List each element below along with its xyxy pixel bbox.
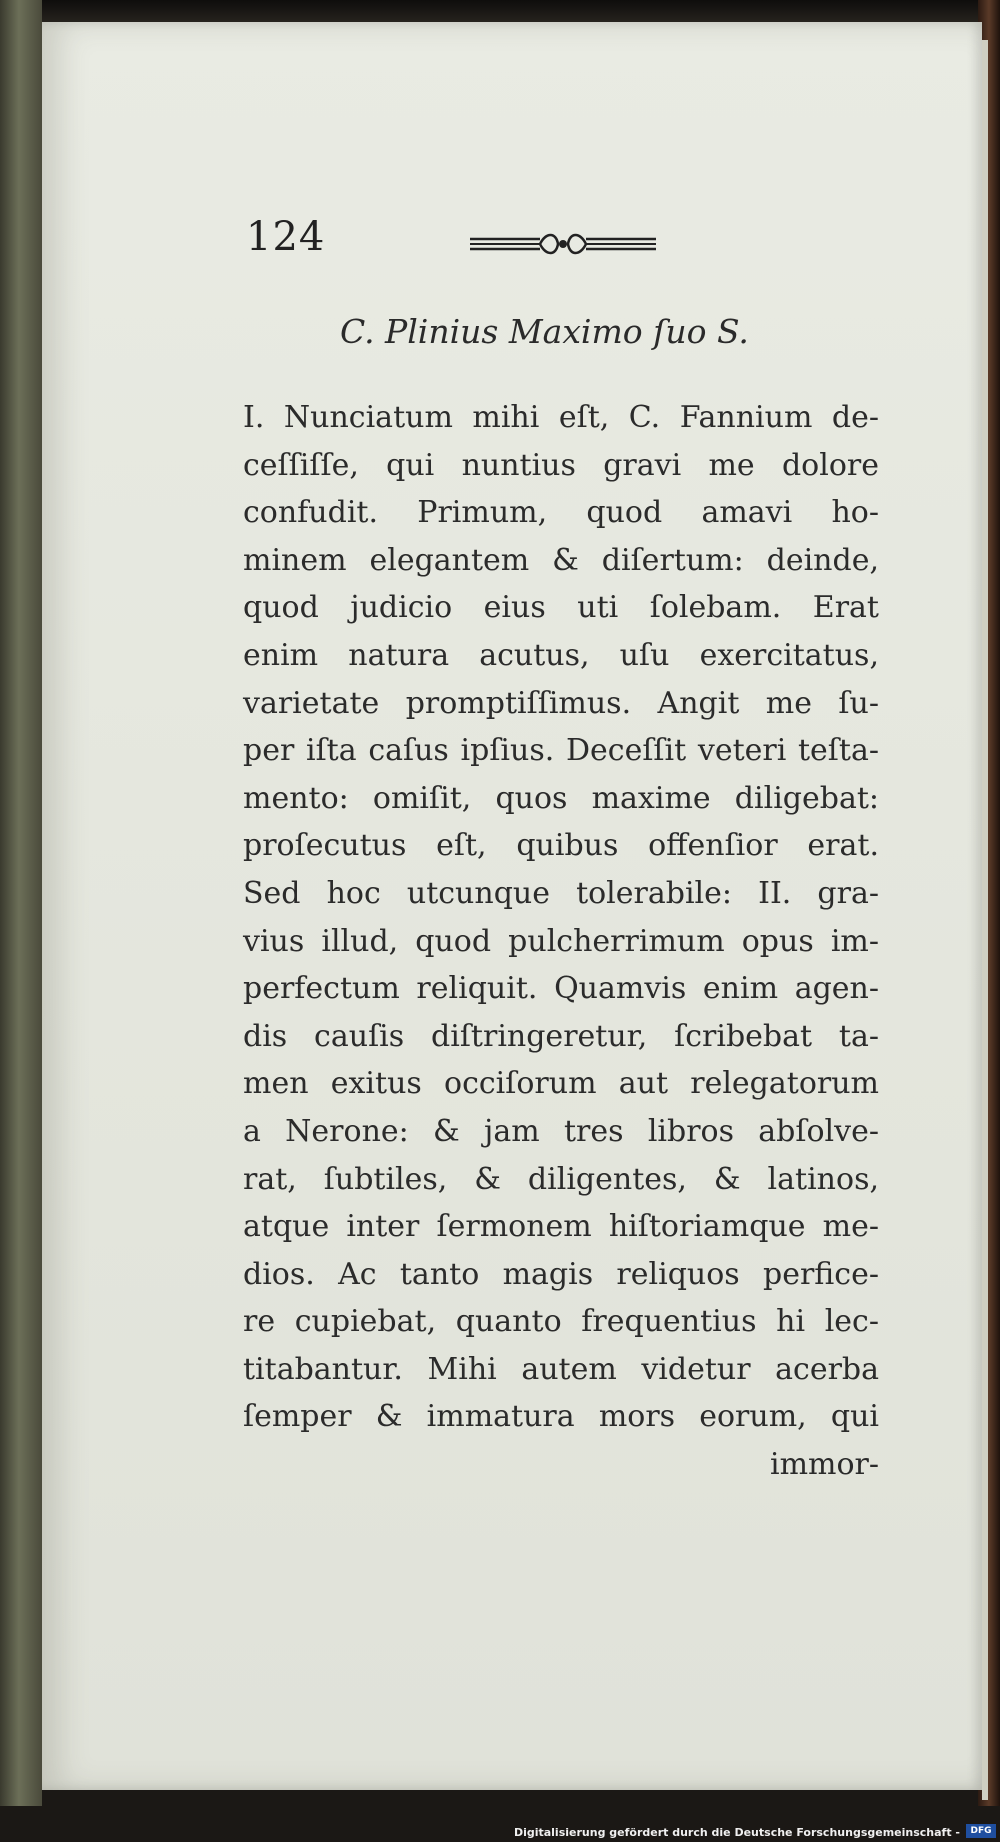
digitization-attribution: Digitalisierung gefördert durch die Deutsche Forschungsgemeinschaft - bbox=[513, 1826, 960, 1839]
ornament-divider-icon bbox=[470, 228, 656, 258]
text-line: minem elegantem & diſertum: deinde, bbox=[243, 542, 879, 578]
text-line: perfectum reliquit. Quamvis enim agen- bbox=[243, 971, 879, 1007]
letter-body bbox=[243, 394, 879, 1489]
text-line: re cupiebat, quanto frequentius hi lec- bbox=[243, 1304, 879, 1340]
text-line: vius illud, quod pulcherrimum opus im- bbox=[243, 923, 879, 959]
book-binding bbox=[0, 0, 42, 1842]
text-line: ſemper & immatura mors eorum, qui bbox=[243, 1399, 879, 1435]
page-number: 124 bbox=[246, 214, 326, 260]
text-line: I. Nunciatum mihi eſt, C. Fannium de- bbox=[243, 400, 879, 435]
text-line: confudit. Primum, quod amavi ho- bbox=[243, 495, 879, 531]
text-line: men exitus occiſorum aut relegatorum bbox=[243, 1066, 879, 1102]
text-line: quod judicio eius uti ſolebam. Erat bbox=[243, 590, 879, 626]
letter-heading: C. Plinius Maximo ſuo S. bbox=[340, 312, 749, 351]
text-line: ceſſiſſe, qui nuntius gravi me dolore bbox=[243, 447, 879, 483]
catchword: immor- bbox=[769, 1447, 879, 1483]
text-line: mento: omiſit, quos maxime diligebat: bbox=[243, 780, 879, 816]
text-line: dios. Ac tanto magis reliquos perfice- bbox=[243, 1256, 879, 1292]
text-line: a Nerone: & jam tres libros abſolve- bbox=[243, 1113, 879, 1149]
dfg-logo: DFG bbox=[966, 1824, 996, 1838]
text-line: proſecutus eſt, quibus offenſior erat. bbox=[243, 828, 879, 864]
text-line: per iſta caſus ipſius. Deceſſit veteri teſta- bbox=[243, 733, 879, 769]
page-edge bbox=[982, 40, 988, 1800]
text-line: atque inter ſermonem hiſtoriamque me- bbox=[243, 1209, 879, 1245]
text-line: Sed hoc utcunque tolerabile: II. gra- bbox=[243, 875, 879, 911]
text-line: varietate promptiſſimus. Angit me ſu- bbox=[243, 685, 879, 721]
text-line: rat, ſubtiles, & diligentes, & latinos, bbox=[243, 1161, 879, 1197]
text-line: dis cauſis diſtringeretur, ſcribebat ta- bbox=[243, 1018, 879, 1054]
text-line: titabantur. Mihi autem videtur acerba bbox=[243, 1351, 879, 1387]
text-line: enim natura acutus, uſu exercitatus, bbox=[243, 637, 879, 673]
